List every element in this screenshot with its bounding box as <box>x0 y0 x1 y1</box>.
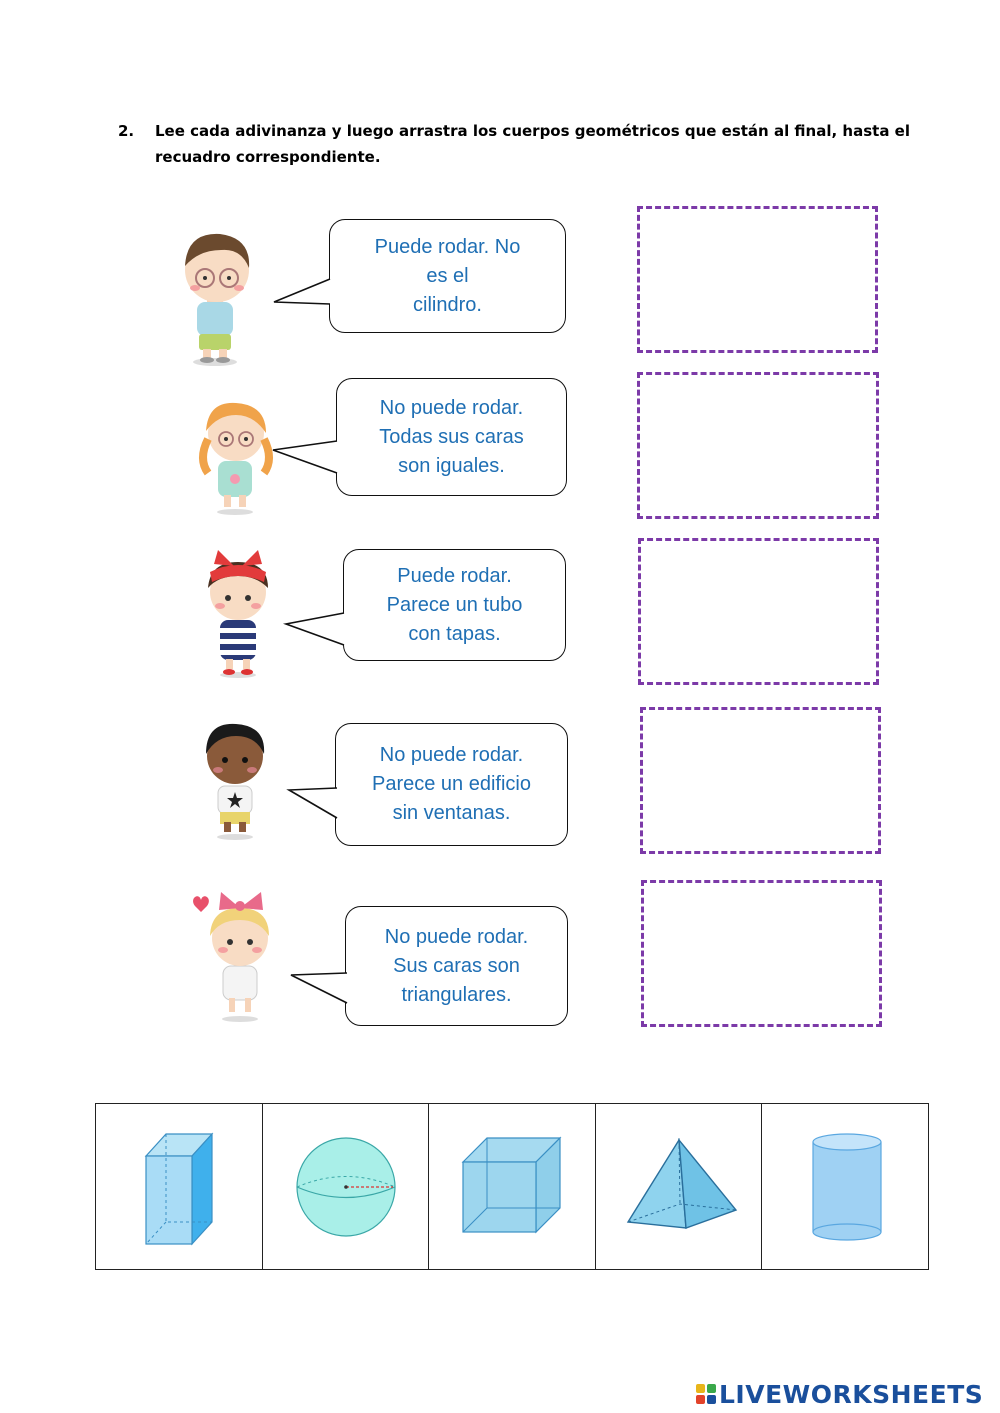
shape-cell-1 <box>96 1104 263 1269</box>
kid-boy-curly-icon <box>190 712 280 842</box>
riddle-text-2: No puede rodar. Todas sus caras son iguales. <box>379 396 524 477</box>
drop-target-1[interactable] <box>637 206 878 353</box>
kid-girl-pink-bow-icon <box>185 884 285 1024</box>
kid-girl-braids-icon <box>190 389 280 517</box>
bubble-tail <box>285 612 345 648</box>
shape-cell-3 <box>429 1104 596 1269</box>
bubble-tail <box>288 787 338 821</box>
cube-icon[interactable] <box>429 1104 595 1269</box>
shape-cell-4 <box>596 1104 763 1269</box>
riddle-bubble-3 <box>343 549 566 661</box>
instruction <box>118 118 918 170</box>
cylinder-icon[interactable] <box>762 1104 928 1269</box>
riddle-text-1: Puede rodar. No es el cilindro. <box>374 235 521 316</box>
riddle-text-4: No puede rodar. Parece un edificio sin ventanas. <box>372 744 531 824</box>
bubble-tail <box>273 278 331 308</box>
logo-text: LIVEWORKSHEETS <box>719 1379 984 1409</box>
drop-target-4[interactable] <box>640 707 881 854</box>
riddle-bubble-5 <box>345 906 568 1026</box>
rectangular-prism-icon[interactable] <box>96 1104 262 1269</box>
bubble-tail <box>290 972 348 1006</box>
shapes-table <box>95 1103 929 1270</box>
drop-target-2[interactable] <box>637 372 879 519</box>
shape-cell-2 <box>263 1104 430 1269</box>
drop-target-3[interactable] <box>638 538 879 685</box>
shape-cell-5 <box>762 1104 928 1269</box>
riddle-text-3: Puede rodar. Parece un tubo con tapas. <box>386 564 523 645</box>
instruction-text: Lee cada adivinanza y luego arrastra los cuerpos geométricos que están al final, hasta el recuadro correspondiente. <box>155 122 910 166</box>
sphere-icon[interactable] <box>263 1104 429 1269</box>
riddle-text-5: No puede rodar. Sus caras son triangulares. <box>384 925 529 1006</box>
drop-target-5[interactable] <box>641 880 882 1027</box>
riddle-bubble-2 <box>336 378 567 496</box>
riddle-bubble-4 <box>335 723 568 846</box>
pyramid-icon[interactable] <box>596 1104 762 1269</box>
kid-girl-bow-icon <box>188 542 288 680</box>
logo-mark-icon <box>696 1384 716 1404</box>
kid-boy-glasses-icon <box>165 222 265 367</box>
liveworksheets-logo <box>696 1378 983 1410</box>
instruction-number: 2. <box>118 122 135 140</box>
bubble-tail <box>272 440 338 476</box>
riddle-bubble-1 <box>329 219 566 333</box>
